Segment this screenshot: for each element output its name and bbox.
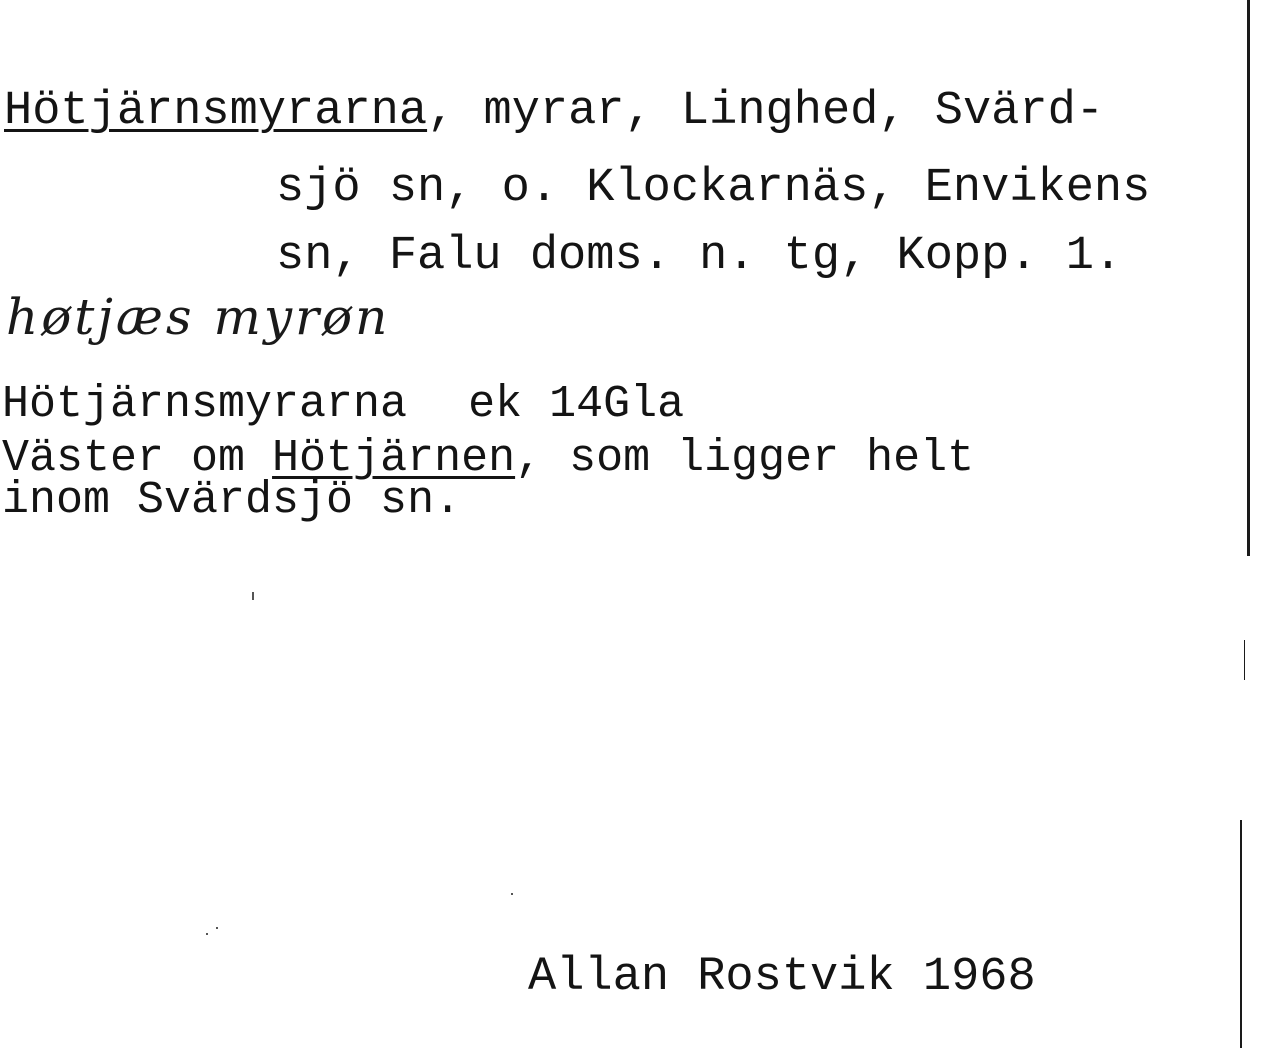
source-ref: ek 14Gla <box>468 379 685 430</box>
source-line <box>2 379 685 430</box>
handwritten-pronunciation: høtjæs myrøn <box>6 288 391 346</box>
note-suffix: , som ligger helt <box>515 433 975 484</box>
card-edge-line-bottom <box>1240 820 1242 1048</box>
scan-speck <box>206 933 208 935</box>
scan-speck <box>216 927 218 929</box>
entry-line-2: sjö sn, o. Klockarnäs, Envikens <box>276 162 1151 215</box>
entry-headword: Hötjärnsmyrarna <box>4 85 428 138</box>
note-place: Hötjärnen <box>272 433 516 484</box>
card-edge-line-mid <box>1244 640 1245 680</box>
scan-speck <box>252 592 254 600</box>
entry-line-1-rest: , myrar, Linghed, Svärd- <box>427 85 1104 138</box>
note-line-2: inom Svärdsjö sn. <box>2 475 462 526</box>
card-edge-line-top <box>1247 0 1250 556</box>
signature: Allan Rostvik 1968 <box>528 951 1036 1004</box>
note-prefix: Väster om <box>2 433 273 484</box>
entry-line-1 <box>4 85 1104 138</box>
scan-speck <box>511 893 513 895</box>
entry-line-3: sn, Falu doms. n. tg, Kopp. 1. <box>276 230 1123 283</box>
source-name: Hötjärnsmyrarna <box>2 379 408 430</box>
